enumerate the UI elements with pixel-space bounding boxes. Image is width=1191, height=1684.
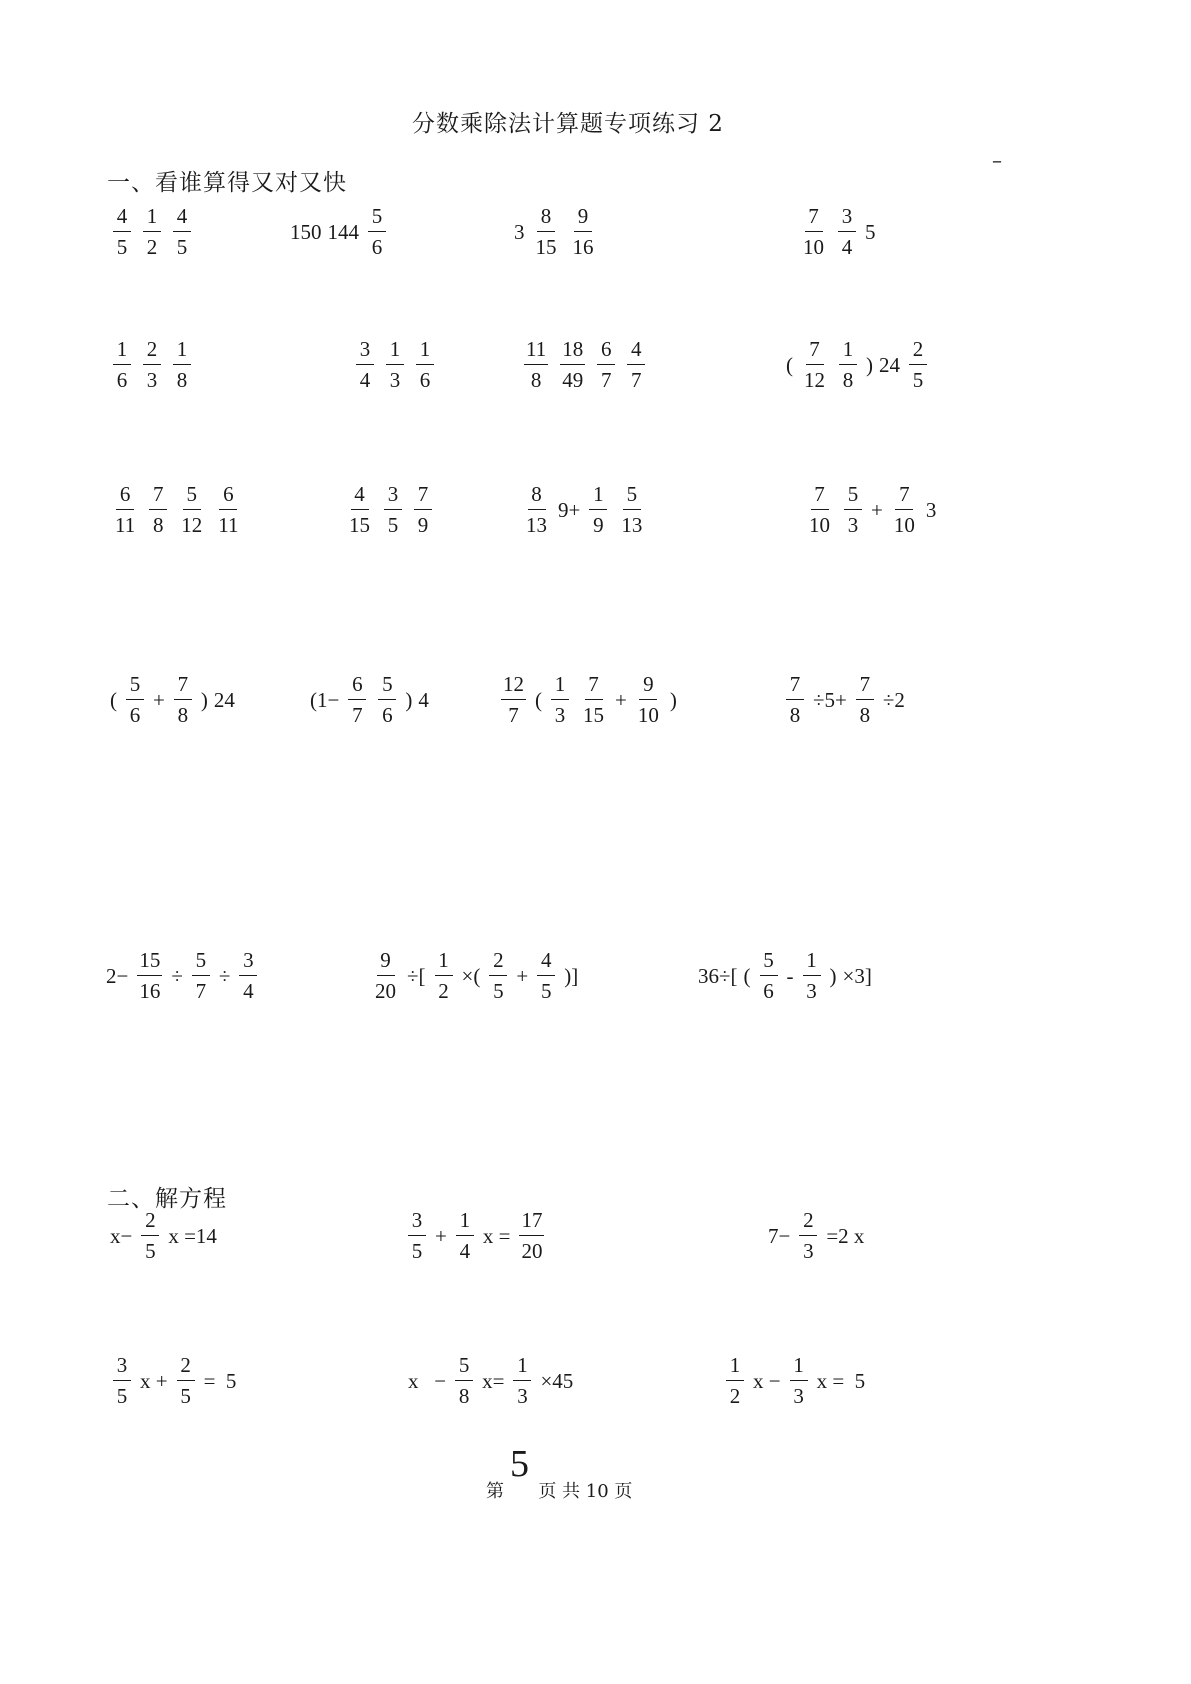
denominator: 2: [146, 235, 158, 259]
numerator: 7: [805, 206, 823, 232]
fraction: [348, 674, 366, 726]
numerator: 1: [551, 674, 569, 700]
denominator: 2: [438, 979, 449, 1003]
denominator: 13: [621, 513, 643, 537]
denominator: 5: [176, 235, 188, 259]
fraction: [435, 950, 453, 1002]
denominator: 6: [116, 368, 128, 392]
fraction: [179, 484, 204, 536]
denominator: 7: [195, 979, 207, 1003]
fraction: [373, 950, 398, 1002]
numerator: 9: [639, 674, 657, 700]
denominator: 7: [352, 703, 363, 727]
term: 3: [514, 219, 525, 244]
numerator: 5: [126, 674, 144, 700]
denominator: 10: [637, 703, 659, 727]
term: (1−: [310, 687, 340, 712]
fraction: [619, 484, 644, 536]
term: 4: [418, 687, 429, 712]
numerator: 5: [368, 206, 386, 232]
term: +: [516, 963, 529, 988]
numerator: 4: [351, 484, 369, 510]
denominator: 3: [389, 368, 401, 392]
numerator: 4: [627, 339, 645, 365]
problem-4: [795, 204, 879, 259]
term: ): [200, 687, 208, 712]
fraction: [802, 339, 827, 391]
numerator: 7: [585, 674, 603, 700]
fraction: [799, 1210, 817, 1262]
term: ÷: [171, 963, 183, 988]
numerator: 5: [623, 484, 641, 510]
fraction: [560, 339, 585, 391]
fraction: [456, 1210, 474, 1262]
denominator: 4: [841, 235, 853, 259]
term: 9+: [558, 497, 581, 522]
fraction: [126, 674, 144, 726]
numerator: 7: [414, 484, 432, 510]
numerator: 1: [839, 339, 857, 365]
term: x−: [110, 1223, 133, 1248]
denominator: 4: [243, 979, 254, 1003]
fraction: [378, 674, 396, 726]
fraction: [386, 339, 404, 391]
numerator: 6: [597, 339, 615, 365]
fraction: [356, 339, 374, 391]
fraction: [801, 206, 826, 258]
term: ÷: [218, 963, 231, 988]
denominator: 10: [893, 513, 915, 537]
term: 3: [925, 497, 937, 522]
term: +: [615, 687, 627, 712]
term: )]: [564, 963, 579, 988]
denominator: 20: [375, 979, 396, 1003]
fraction: [581, 674, 606, 726]
problem-18: [367, 948, 581, 1003]
denominator: 11: [218, 513, 239, 537]
denominator: 8: [859, 703, 871, 727]
fraction: [627, 339, 645, 391]
numerator: 7: [786, 674, 804, 700]
denominator: 6: [382, 703, 393, 727]
denominator: 8: [530, 368, 542, 392]
denominator: 9: [417, 513, 429, 537]
term: +: [871, 497, 883, 522]
denominator: 6: [763, 979, 774, 1003]
term: ): [669, 687, 677, 712]
term: +: [153, 687, 165, 712]
numerator: 1: [173, 339, 191, 365]
numerator: 7: [174, 674, 192, 700]
fraction: [537, 950, 555, 1002]
numerator: 5: [844, 484, 862, 510]
denominator: 5: [387, 513, 399, 537]
fraction: [137, 950, 162, 1002]
fraction: [726, 1355, 744, 1407]
numerator: 2: [909, 339, 927, 365]
numerator: 5: [455, 1355, 473, 1381]
numerator: 1: [803, 950, 821, 976]
numerator: 1: [416, 339, 434, 365]
page-title: 分数乘除法计算题专项练习 2: [412, 111, 724, 137]
problem-1: [107, 1208, 220, 1263]
numerator: 8: [528, 484, 546, 510]
term: x =: [482, 1223, 511, 1248]
problem-7: [518, 337, 651, 392]
corner-mark: –: [992, 148, 1002, 172]
numerator: 2: [489, 950, 507, 976]
denominator: 6: [371, 235, 383, 259]
denominator: 4: [459, 1239, 471, 1263]
fraction: [807, 484, 832, 536]
problem-5: [405, 1353, 576, 1408]
denominator: 16: [139, 979, 161, 1003]
numerator: 12: [501, 674, 526, 700]
section-heading-equations: 二、解方程: [107, 1186, 227, 1212]
problem-5: [107, 337, 197, 392]
denominator: 3: [793, 1384, 804, 1408]
denominator: 10: [803, 235, 824, 259]
denominator: 8: [176, 368, 188, 392]
problem-14: [307, 672, 432, 727]
denominator: 9: [593, 513, 604, 537]
denominator: 8: [789, 703, 801, 727]
fraction: [239, 950, 257, 1002]
fraction: [838, 206, 856, 258]
term: x +: [140, 1368, 168, 1393]
numerator: 3: [356, 339, 374, 365]
denominator: 6: [419, 368, 431, 392]
fraction: [786, 674, 804, 726]
term: x=: [482, 1368, 505, 1393]
denominator: 4: [359, 368, 371, 392]
numerator: 3: [113, 1355, 131, 1381]
term: x =14: [168, 1223, 217, 1248]
numerator: 7: [856, 674, 874, 700]
fraction: [571, 206, 596, 258]
fraction: [177, 1355, 195, 1407]
denominator: 3: [847, 513, 859, 537]
numerator: 15: [137, 950, 162, 976]
numerator: 5: [760, 950, 778, 976]
denominator: 8: [152, 513, 164, 537]
term: ÷5+: [813, 687, 847, 712]
denominator: 6: [129, 703, 141, 727]
problem-1: [107, 204, 197, 259]
fraction: [844, 484, 862, 536]
numerator: 7: [806, 339, 824, 365]
denominator: 49: [562, 368, 584, 392]
problem-11: [518, 482, 650, 537]
term: +: [435, 1223, 447, 1248]
fraction: [589, 484, 607, 536]
term: ×45: [540, 1368, 574, 1393]
problem-10: [341, 482, 438, 537]
denominator: 3: [803, 1239, 814, 1263]
fraction: [909, 339, 927, 391]
term: 7−: [768, 1223, 791, 1248]
fraction: [173, 339, 191, 391]
fraction: [636, 674, 661, 726]
denominator: 12: [804, 368, 825, 392]
problem-17: [103, 948, 263, 1003]
fraction: [113, 1355, 131, 1407]
numerator: 1: [143, 206, 161, 232]
denominator: 10: [809, 513, 830, 537]
numerator: 5: [192, 950, 210, 976]
term: 36÷[: [698, 963, 738, 988]
fraction: [408, 1210, 426, 1262]
numerator: 2: [799, 1210, 817, 1236]
problem-3: [511, 204, 602, 259]
numerator: 1: [435, 950, 453, 976]
numerator: 1: [456, 1210, 474, 1236]
term: ): [866, 352, 873, 377]
denominator: 15: [583, 703, 604, 727]
fraction: [113, 206, 131, 258]
numerator: 6: [116, 484, 134, 510]
term: =2 x: [826, 1223, 865, 1248]
fraction: [113, 484, 137, 536]
fraction: [414, 484, 432, 536]
section-heading-quick-calc: 一、看谁算得又对又快: [107, 170, 347, 196]
denominator: 3: [554, 703, 566, 727]
denominator: 11: [115, 513, 136, 537]
numerator: 4: [113, 206, 131, 232]
fraction: [347, 484, 372, 536]
problem-19: [695, 948, 875, 1003]
fraction: [143, 339, 161, 391]
denominator: 20: [521, 1239, 543, 1263]
term: 2−: [106, 963, 129, 988]
fraction: [174, 674, 192, 726]
fraction: [519, 1210, 544, 1262]
fraction: [524, 484, 549, 536]
numerator: 2: [177, 1355, 195, 1381]
denominator: 7: [508, 703, 519, 727]
fraction: [501, 674, 526, 726]
fraction: [803, 950, 821, 1002]
term: -: [786, 963, 794, 988]
problem-6: [350, 337, 440, 392]
denominator: 5: [493, 979, 504, 1003]
term: 24: [879, 352, 900, 377]
fraction: [384, 484, 402, 536]
numerator: 4: [173, 206, 191, 232]
numerator: 2: [143, 339, 161, 365]
fraction: [790, 1355, 808, 1407]
problem-15: [495, 672, 680, 727]
denominator: 8: [458, 1384, 470, 1408]
numerator: 6: [348, 674, 366, 700]
term: ): [405, 687, 413, 712]
problem-13: [107, 672, 238, 727]
term: ÷[: [407, 963, 426, 988]
denominator: 5: [116, 235, 128, 259]
numerator: 7: [149, 484, 167, 510]
fraction: [368, 206, 386, 258]
term: 144: [327, 219, 359, 244]
term: = 5: [203, 1368, 237, 1393]
term: (: [535, 687, 542, 712]
fraction: [760, 950, 778, 1002]
numerator: 4: [537, 950, 555, 976]
term: 5: [865, 219, 876, 244]
term: (: [110, 687, 117, 712]
denominator: 5: [411, 1239, 423, 1263]
fraction: [551, 674, 569, 726]
term: x = 5: [816, 1368, 866, 1393]
denominator: 3: [146, 368, 158, 392]
problem-6: [720, 1353, 868, 1408]
term: x −: [753, 1368, 781, 1393]
numerator: 3: [408, 1210, 426, 1236]
term: ÷2: [882, 687, 905, 712]
fraction: [489, 950, 507, 1002]
denominator: 7: [630, 368, 642, 392]
fraction: [192, 950, 210, 1002]
term: 24: [213, 687, 235, 712]
denominator: 5: [912, 368, 924, 392]
numerator: 5: [183, 484, 201, 510]
term: ): [829, 963, 837, 988]
term: ×3]: [842, 963, 872, 988]
numerator: 7: [811, 484, 829, 510]
denominator: 16: [572, 235, 594, 259]
numerator: 1: [726, 1355, 744, 1381]
problem-8: [783, 337, 933, 392]
fraction: [149, 484, 167, 536]
numerator: 1: [113, 339, 131, 365]
denominator: 7: [600, 368, 612, 392]
page-footer: 第 页 共 10 页: [486, 1481, 633, 1502]
numerator: 1: [386, 339, 404, 365]
numerator: 3: [838, 206, 856, 232]
problem-9: [107, 482, 246, 537]
numerator: 7: [895, 484, 913, 510]
fraction: [113, 339, 131, 391]
denominator: 13: [526, 513, 547, 537]
problem-2: [402, 1208, 550, 1263]
denominator: 5: [145, 1239, 156, 1263]
denominator: 12: [181, 513, 203, 537]
fraction: [141, 1210, 159, 1262]
numerator: 1: [513, 1355, 531, 1381]
numerator: 5: [378, 674, 396, 700]
page-number: 5: [510, 1443, 529, 1485]
fraction: [892, 484, 917, 536]
denominator: 3: [806, 979, 817, 1003]
fraction: [173, 206, 191, 258]
denominator: 5: [180, 1384, 191, 1408]
fraction: [839, 339, 857, 391]
numerator: 1: [790, 1355, 808, 1381]
term: (: [743, 963, 751, 988]
numerator: 18: [560, 339, 585, 365]
fraction: [416, 339, 434, 391]
denominator: 5: [116, 1384, 128, 1408]
fraction: [455, 1355, 473, 1407]
denominator: 8: [842, 368, 854, 392]
denominator: 2: [729, 1384, 741, 1408]
denominator: 15: [349, 513, 370, 537]
term: (: [786, 352, 793, 377]
denominator: 8: [177, 703, 189, 727]
problem-3: [765, 1208, 867, 1263]
problem-12: [801, 482, 939, 537]
problem-16: [780, 672, 908, 727]
numerator: 2: [141, 1210, 159, 1236]
term: 150: [290, 219, 322, 244]
fraction: [513, 1355, 531, 1407]
numerator: 8: [537, 206, 555, 232]
fraction: [143, 206, 161, 258]
denominator: 5: [540, 979, 552, 1003]
numerator: 9: [574, 206, 592, 232]
term: x −: [408, 1368, 447, 1393]
numerator: 6: [219, 484, 237, 510]
fraction: [597, 339, 615, 391]
denominator: 3: [517, 1384, 528, 1408]
numerator: 3: [239, 950, 257, 976]
numerator: 11: [524, 339, 548, 365]
fraction: [216, 484, 240, 536]
numerator: 1: [589, 484, 607, 510]
numerator: 3: [384, 484, 402, 510]
problem-2: [287, 204, 392, 259]
term: ×(: [461, 963, 481, 988]
problem-4: [107, 1353, 239, 1408]
numerator: 9: [377, 950, 395, 976]
fraction: [534, 206, 559, 258]
denominator: 15: [535, 235, 557, 259]
numerator: 17: [519, 1210, 544, 1236]
fraction: [856, 674, 874, 726]
fraction: [524, 339, 548, 391]
